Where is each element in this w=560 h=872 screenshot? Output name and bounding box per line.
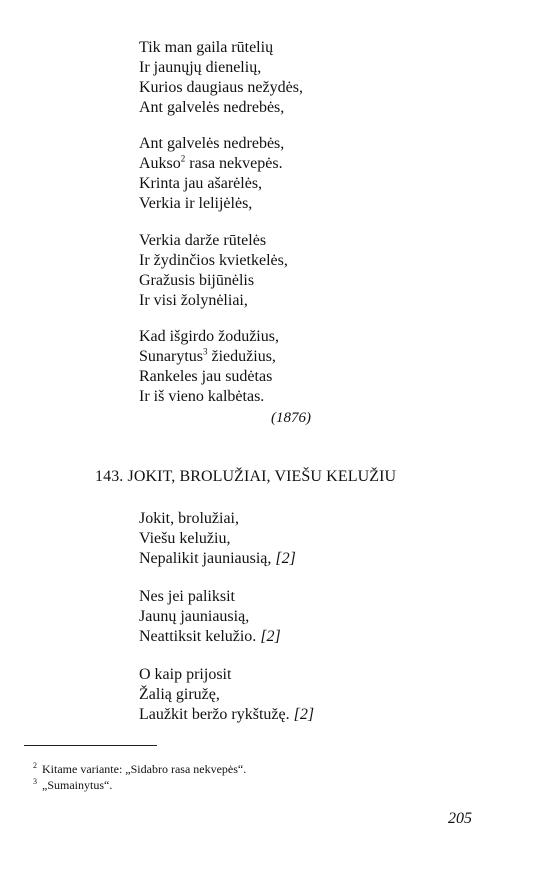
verse-line: Jokit, brolužiai,: [139, 510, 239, 527]
verse-text: žiedužius,: [207, 348, 276, 365]
verse-line: Viešu kelužiu,: [139, 530, 231, 547]
verse-text: rasa nekvepės.: [185, 155, 283, 172]
verse-line: Ir iš vieno kalbėtas.: [139, 388, 265, 405]
footnote: [33, 775, 112, 792]
repeat-marker: [2]: [293, 706, 315, 723]
verse-text: Laužkit beržo rykštužę.: [139, 706, 294, 723]
verse-line: Tik man gaila rūtelių: [139, 39, 274, 56]
verse-line: Verkia darže rūtelės: [139, 232, 267, 249]
footnote-divider: [24, 745, 157, 746]
verse-line-with-note: [139, 154, 283, 174]
footnote-marker: 2: [180, 153, 186, 164]
footnote: [33, 759, 246, 776]
repeat-marker: [2]: [275, 550, 296, 567]
verse-line: Krinta jau ašarėlės,: [139, 175, 263, 192]
verse-line: Žalią giružę,: [139, 686, 220, 703]
verse-text: Neattiksit kelužio.: [139, 628, 261, 645]
verse-line: Ant galvelės nedrebės,: [139, 99, 285, 116]
verse-line: Ir jaunųjų dienelių,: [139, 59, 262, 76]
footnote-marker: 3: [203, 346, 208, 357]
verse-line-with-note: [139, 347, 276, 367]
verse-text: Nepalikit jauniausią,: [139, 550, 276, 567]
verse-line-with-repeat: [139, 549, 296, 569]
verse-text: Sunarytus: [139, 348, 203, 365]
verse-line: Ant galvelės nedrebės,: [139, 135, 285, 152]
verse-text: Aukso: [139, 155, 181, 172]
section-title: 143. JOKIT, BROLUŽIAI, VIEŠU KELUŽIU: [95, 468, 397, 485]
page-number: 205: [448, 810, 472, 827]
verse-line: Jaunų jauniausią,: [139, 608, 250, 625]
verse-line: Kurios daugiaus nežydės,: [139, 79, 303, 96]
verse-line: Kad išgirdo žodužius,: [139, 328, 279, 345]
verse-line: Gražusis bijūnėlis: [139, 272, 255, 289]
verse-line: Ir žydinčios kvietkelės,: [139, 252, 288, 269]
verse-line: Nes jei paliksit: [139, 588, 235, 605]
footnote-text: Kitame variante: „Sidabro rasa nekvepės“.: [42, 762, 247, 776]
footnote-number: 3: [33, 777, 37, 786]
verse-line: O kaip prijosit: [139, 666, 232, 683]
verse-line: Rankeles jau sudėtas: [139, 368, 273, 385]
repeat-marker: [2]: [260, 628, 281, 645]
footnote-text: „Sumainytus“.: [42, 778, 113, 792]
verse-line: Ir visi žolynėliai,: [139, 292, 248, 309]
verse-line: Verkia ir lelijėlės,: [139, 195, 253, 212]
footnote-number: 2: [33, 761, 37, 770]
poem-year: (1876): [271, 410, 311, 426]
verse-line-with-repeat: [139, 627, 281, 647]
verse-line-with-repeat: [139, 705, 314, 725]
